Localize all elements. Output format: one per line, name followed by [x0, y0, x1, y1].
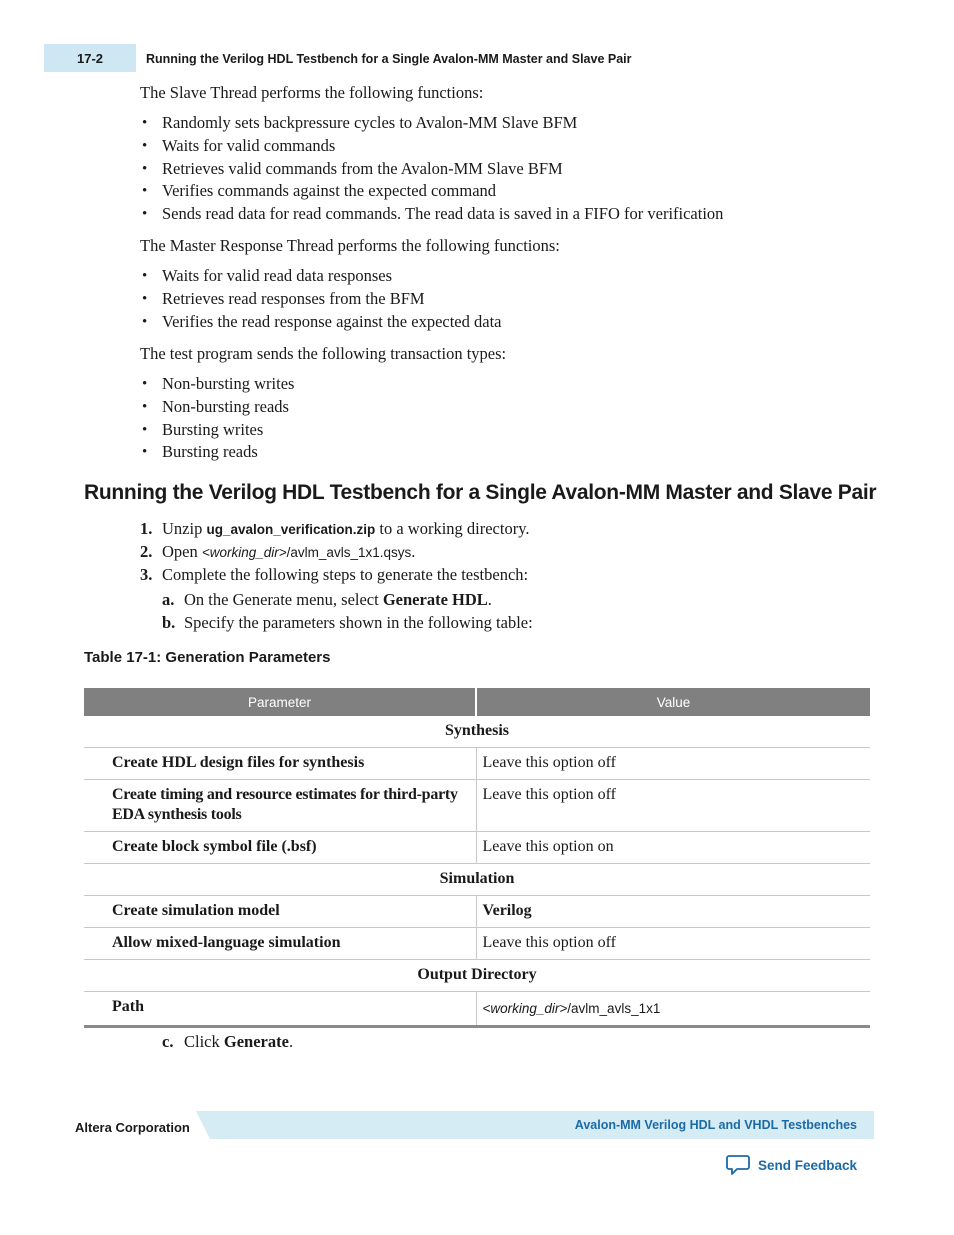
- running-header: Running the Verilog HDL Testbench for a Single Avalon-MM Master and Slave Pair: [146, 52, 632, 66]
- slave-thread-intro: The Slave Thread performs the following functions:: [140, 83, 484, 102]
- step-text: Open: [162, 542, 202, 561]
- group-row: [84, 716, 870, 748]
- path-suffix: /avlm_avls_1x1: [567, 1001, 661, 1016]
- step-text: .: [487, 590, 492, 609]
- list-item: • Bursting reads: [140, 441, 294, 464]
- table-row: [84, 896, 870, 928]
- table-row: [84, 928, 870, 960]
- param-value: [476, 992, 870, 1027]
- send-feedback-label[interactable]: Send Feedback: [758, 1157, 858, 1173]
- step-text: Specify the parameters shown in the following table:: [184, 613, 533, 632]
- step-number: 1.: [140, 519, 153, 538]
- footer-doc-title: Avalon-MM Verilog HDL and VHDL Testbenches: [574, 1118, 857, 1132]
- step-3: [140, 565, 528, 585]
- list-item: • Bursting writes: [140, 419, 294, 442]
- master-response-list: [140, 265, 501, 333]
- step-text: .: [411, 542, 416, 561]
- param-name: Allow mixed-language simulation: [84, 928, 476, 960]
- speech-bubble-icon: [726, 1154, 750, 1176]
- step-number: 3.: [140, 565, 153, 584]
- group-row: [84, 864, 870, 896]
- footer-company: Altera Corporation: [75, 1120, 190, 1135]
- param-value: Verilog: [476, 896, 870, 928]
- zip-filename: ug_avalon_verification.zip: [206, 522, 376, 537]
- step-text: .: [288, 1032, 294, 1051]
- list-item: • Verifies commands against the expected command: [140, 180, 723, 203]
- param-name: Create simulation model: [84, 896, 476, 928]
- list-item: • Verifies the read response against the expected data: [140, 311, 501, 334]
- step-text: Unzip: [162, 519, 207, 538]
- page-number: 17-2: [77, 51, 104, 66]
- working-dir-placeholder: <working_dir>: [201, 545, 287, 560]
- step-1: [140, 519, 530, 540]
- send-feedback-link[interactable]: [726, 1154, 857, 1176]
- table-header-row: [84, 688, 870, 716]
- table-row: [84, 780, 870, 832]
- param-value: Leave this option off: [476, 928, 870, 960]
- param-value: Leave this option off: [476, 748, 870, 780]
- step-number: 2.: [140, 542, 153, 561]
- transactions-intro: The test program sends the following transaction types:: [140, 344, 507, 363]
- param-name: Create HDL design files for synthesis: [84, 748, 476, 780]
- step-3a: [162, 590, 492, 610]
- step-text: Click: [184, 1032, 224, 1051]
- list-item: • Sends read data for read commands. The read data is saved in a FIFO for verification: [140, 203, 723, 226]
- step-3b: [162, 613, 533, 633]
- param-value: Leave this option on: [476, 832, 870, 864]
- list-item: • Retrieves read responses from the BFM: [140, 288, 501, 311]
- step-text: On the Generate menu, select: [184, 590, 383, 609]
- working-dir-placeholder: <working_dir>: [482, 1001, 568, 1016]
- master-response-intro: The Master Response Thread performs the following functions:: [140, 236, 560, 255]
- section-heading: Running the Verilog HDL Testbench for a Single Avalon-MM Master and Slave Pair: [84, 481, 877, 504]
- step-number: c.: [162, 1032, 174, 1051]
- table-row: [84, 992, 870, 1027]
- button-ref: Generate: [223, 1032, 289, 1051]
- group-row: [84, 960, 870, 992]
- list-item: • Randomly sets backpressure cycles to Avalon-MM Slave BFM: [140, 112, 723, 135]
- column-header-parameter: Parameter: [84, 688, 476, 716]
- list-item: • Waits for valid read data responses: [140, 265, 501, 288]
- step-number: b.: [162, 613, 176, 632]
- step-3c: [162, 1032, 293, 1052]
- table-row: [84, 832, 870, 864]
- column-header-value: Value: [476, 688, 870, 716]
- qsys-filename: /avlm_avls_1x1.qsys: [286, 545, 412, 560]
- step-text: to a working directory.: [375, 519, 530, 538]
- group-synthesis: Synthesis: [84, 716, 870, 748]
- group-output-directory: Output Directory: [84, 960, 870, 992]
- param-name: Create timing and resource estimates for third-party EDA synthesis tools: [84, 780, 476, 832]
- list-item: • Retrieves valid commands from the Avalon-MM Slave BFM: [140, 158, 723, 181]
- generation-parameters-table: [84, 688, 870, 1028]
- param-value: Leave this option off: [476, 780, 870, 832]
- step-number: a.: [162, 590, 175, 609]
- menu-item-ref: Generate HDL: [382, 590, 488, 609]
- list-item: • Waits for valid commands: [140, 135, 723, 158]
- param-name: Create block symbol file (.bsf): [84, 832, 476, 864]
- transactions-list: [140, 373, 294, 464]
- param-name: Path: [84, 992, 476, 1027]
- table-caption: Table 17-1: Generation Parameters: [84, 649, 331, 666]
- step-text: Complete the following steps to generate the testbench:: [162, 565, 529, 584]
- group-simulation: Simulation: [84, 864, 870, 896]
- slave-thread-list: [140, 112, 723, 226]
- table-row: [84, 748, 870, 780]
- list-item: • Non-bursting reads: [140, 396, 294, 419]
- list-item: • Non-bursting writes: [140, 373, 294, 396]
- step-2: [140, 542, 415, 563]
